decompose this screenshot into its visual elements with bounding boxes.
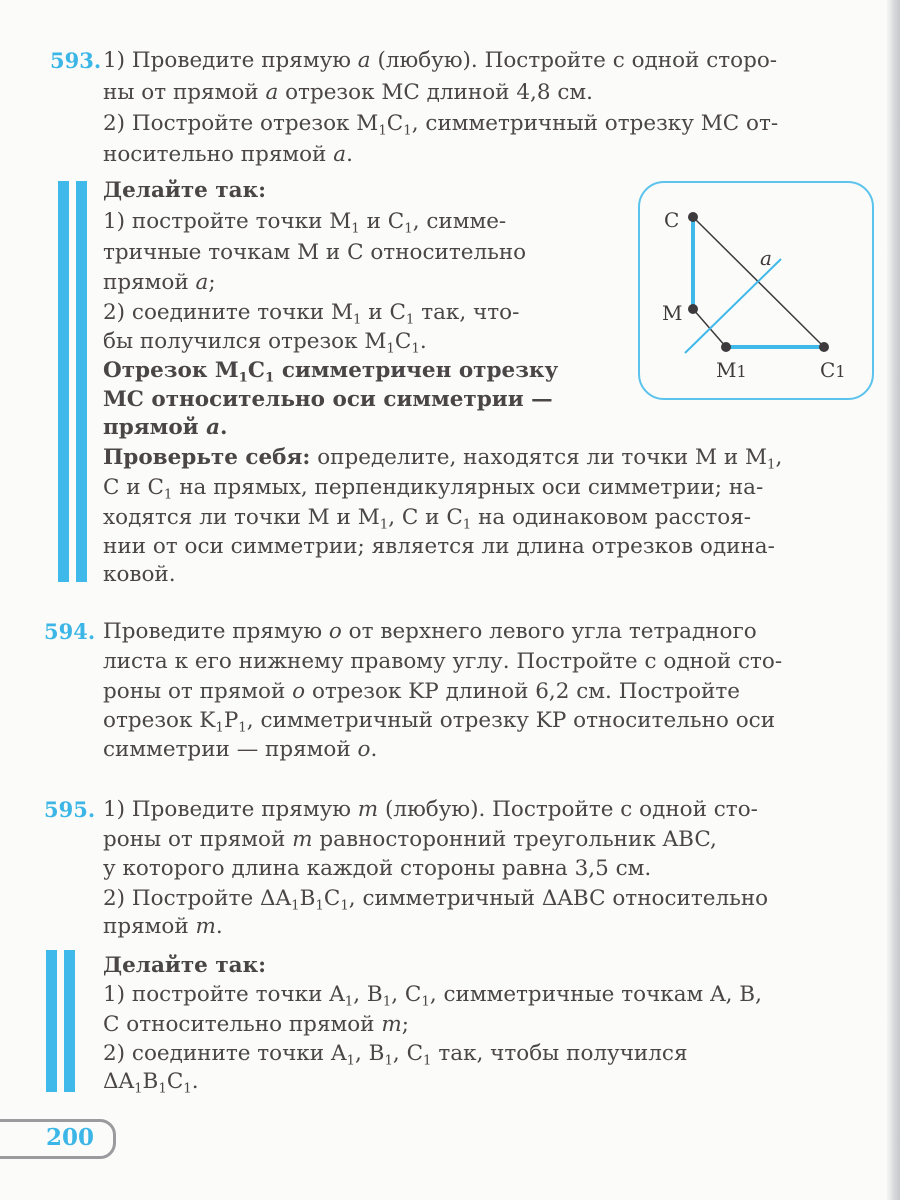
hint-marker-bar: [58, 181, 69, 582]
exercise-text-line: отрезок $K_1P_1$, симметричный отрезку KP относительно оси: [103, 708, 776, 736]
label-m: M: [662, 301, 683, 325]
hint-step: 1) постройте точки $A_1$, $B_1$, $C_1$, симметричные точкам A, B,: [103, 982, 762, 1010]
exercise-text-line: Проведите прямую o от верхнего левого угла тетрадного: [103, 619, 757, 644]
point-m: [688, 304, 698, 314]
exercise-text-line: роны от прямой o отрезок KP длиной 6,2 см. Постройте: [103, 679, 740, 704]
exercise-text-line: прямой m.: [103, 914, 223, 939]
hint-heading: Делайте так:: [103, 953, 267, 978]
exercise-text-line: ны от прямой a отрезок MC длиной 4,8 см.: [103, 80, 593, 105]
hint-conclusion: прямой a.: [103, 415, 228, 440]
page-number: 200: [46, 1124, 95, 1151]
point-m1: [721, 342, 731, 352]
hint-step: 2) соедините точки $A_1$, $B_1$, $C_1$ так, чтобы получился: [103, 1041, 688, 1069]
exercise-text-line: у которого длина каждой стороны равна 3,5 см.: [103, 856, 652, 881]
symmetry-axis-a: [685, 259, 781, 353]
self-check-line: Проверьте себя: определите, находятся ли точки M и $M_1$,: [103, 445, 783, 473]
label-c: C: [664, 208, 680, 232]
hint-marker-bar: [76, 181, 87, 582]
point-c1: [819, 342, 829, 352]
exercise-text-line: 2) Постройте отрезок $M_1C_1$, симметричный отрезку MC от-: [103, 111, 779, 139]
self-check-line: C и $C_1$ на прямых, перпендикулярных оси симметрии; на-: [103, 475, 764, 503]
hint-step: $\Delta A_1B_1C_1$.: [103, 1069, 199, 1097]
label-c1: C1: [820, 358, 846, 382]
hint-marker-bar: [64, 950, 75, 1092]
exercise-text-line: 1) Проведите прямую a (любую). Постройте с одной сторо-: [103, 48, 778, 73]
hint-marker-bar: [46, 950, 57, 1092]
exercise-text-line: 2) Постройте $\Delta A_1B_1C_1$, симметричный ΔABC относительно: [103, 886, 769, 914]
label-m1: M1: [716, 358, 747, 382]
hint-heading: Делайте так:: [103, 178, 267, 203]
exercise-text-line: носительно прямой a.: [103, 142, 353, 167]
exercise-text-line: роны от прямой m равносторонний треугольник ABC,: [103, 827, 717, 852]
exercise-text-line: 1) Проведите прямую m (любую). Постройте с одной сто-: [103, 797, 758, 822]
exercise-number: 594.: [44, 619, 96, 644]
exercise-text-line: симметрии — прямой o.: [103, 737, 378, 762]
exercise-number: 593.: [50, 48, 102, 73]
self-check-line: нии от оси симметрии; является ли длина отрезков одина-: [103, 534, 775, 559]
self-check-line: ходятся ли точки M и $M_1$, C и $C_1$ на одинаковом расстоя-: [103, 505, 752, 533]
hint-step: C относительно прямой m;: [103, 1012, 409, 1037]
exercise-text-line: листа к его нижнему правому углу. Постройте с одной сто-: [103, 649, 783, 674]
hint-step: 2) соедините точки $M_1$ и $C_1$ так, что-: [103, 300, 520, 328]
hint-step: 1) постройте точки $M_1$ и $C_1$, симме-: [103, 209, 507, 237]
self-check-label: Проверьте себя:: [103, 445, 311, 470]
exercise-number: 595.: [44, 797, 96, 822]
point-c: [688, 212, 698, 222]
hint-step: прямой a;: [103, 270, 216, 295]
hint-conclusion: MC относительно оси симметрии —: [103, 387, 553, 412]
hint-step: тричные точкам M и C относительно: [103, 240, 527, 265]
hint-conclusion: Отрезок $M_1C_1$ симметричен отрезку: [103, 358, 559, 386]
label-axis-a: a: [760, 246, 772, 270]
page-edge-shadow: [886, 0, 900, 1200]
self-check-line: ковой.: [103, 562, 176, 587]
symmetry-diagram: [638, 181, 874, 400]
hint-step: бы получился отрезок $M_1C_1$.: [103, 329, 427, 357]
